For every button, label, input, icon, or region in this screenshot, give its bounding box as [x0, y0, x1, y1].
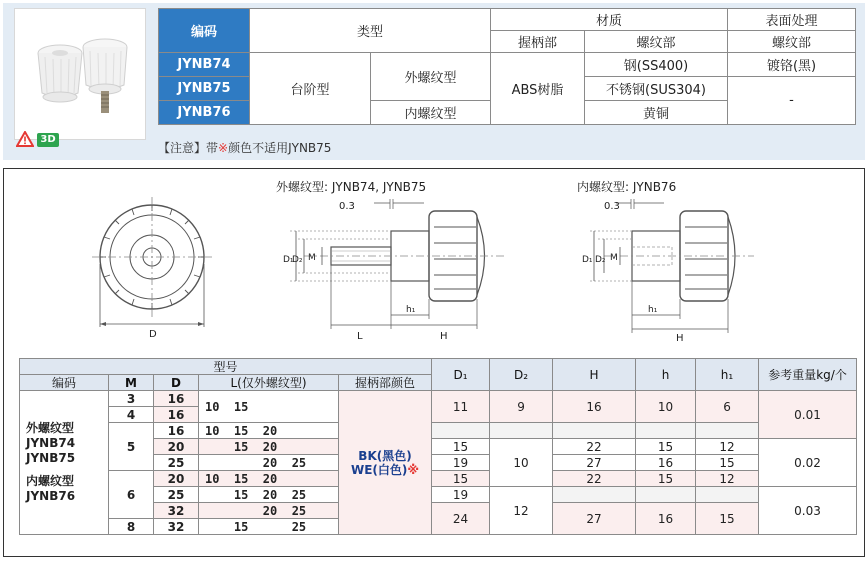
code-group-line: JYNB75 — [26, 451, 76, 465]
size-L: 15 20 — [199, 439, 339, 455]
size-H: 22 — [553, 439, 636, 455]
note-suffix: 颜色不适用JYNB75 — [228, 141, 332, 155]
size-h1: 6 — [696, 391, 759, 423]
code-group-line: JYNB76 — [26, 489, 76, 503]
size-L: 10 15 20 — [199, 423, 339, 439]
size-D: 16 — [154, 407, 199, 423]
female-side-view-drawing — [590, 199, 754, 333]
size-header-model: 型号 — [20, 359, 432, 375]
spec-header-material: 材质 — [491, 9, 728, 31]
spec-surface-value: - — [728, 77, 856, 125]
dim-gap-label: 0.3 — [604, 201, 620, 212]
size-M: 4 — [109, 407, 154, 423]
dim-L-label: L — [357, 331, 363, 342]
code-group-line: 内螺纹型 — [26, 474, 75, 488]
color-mark: ※ — [407, 462, 420, 477]
drawing-canvas — [4, 169, 864, 351]
dim-gap-label: 0.3 — [339, 201, 355, 212]
spec-header-code: 编码 — [159, 9, 250, 53]
code-group-spacer — [26, 466, 108, 474]
size-D1: 19 — [432, 487, 490, 503]
size-h: 15 — [636, 471, 696, 487]
male-side-view-drawing — [290, 199, 504, 329]
size-M: 5 — [109, 423, 154, 471]
size-header-h: h — [636, 359, 696, 391]
size-L: 15 20 25 — [199, 487, 339, 503]
spec-code: JYNB75 — [159, 77, 250, 101]
spec-type-male: 外螺纹型 — [371, 53, 491, 101]
size-D: 32 — [154, 519, 199, 535]
knob-male-image — [83, 39, 127, 113]
size-weight: 0.03 — [759, 487, 857, 535]
size-D: 16 — [154, 423, 199, 439]
size-header-h1: h₁ — [696, 359, 759, 391]
size-H-blank — [553, 423, 636, 439]
size-table — [19, 358, 857, 535]
size-grip-color — [339, 391, 432, 535]
dim-D2-label: D₂ — [292, 255, 303, 265]
female-drawing-title: 内螺纹型: JYNB76 — [577, 180, 677, 194]
dim-H-label: H — [440, 331, 448, 342]
size-L: 10 15 20 — [199, 471, 339, 487]
spec-header-surface-thread: 螺纹部 — [728, 31, 856, 53]
color-bk: BK(黑色) — [358, 448, 412, 463]
size-h: 16 — [636, 455, 696, 471]
size-M: 3 — [109, 391, 154, 407]
spec-grip-material: ABS树脂 — [491, 53, 585, 125]
size-D2: 10 — [490, 439, 553, 487]
dim-H-label: H — [676, 333, 684, 344]
technical-drawings — [4, 169, 864, 351]
spec-type-step: 台阶型 — [250, 53, 371, 125]
spec-header-thread: 螺纹部 — [585, 31, 728, 53]
size-h: 15 — [636, 439, 696, 455]
size-D: 25 — [154, 455, 199, 471]
size-L: 20 25 — [199, 455, 339, 471]
size-D: 16 — [154, 391, 199, 407]
spec-code: JYNB74 — [159, 53, 250, 77]
spec-header-grip: 握柄部 — [491, 31, 585, 53]
note-prefix: 【注意】带 — [158, 141, 219, 155]
spec-code: JYNB76 — [159, 101, 250, 125]
size-h-blank — [636, 423, 696, 439]
dim-h1-label: h₁ — [648, 305, 658, 315]
size-D: 20 — [154, 471, 199, 487]
dim-D-label: D — [149, 329, 157, 340]
size-header-D1: D₁ — [432, 359, 490, 391]
size-D: 20 — [154, 439, 199, 455]
spec-thread-material: 黄铜 — [585, 101, 728, 125]
size-D1: 15 — [432, 439, 490, 455]
spec-note — [158, 140, 331, 156]
knob-female-image — [38, 45, 82, 102]
size-h1: 15 — [696, 503, 759, 535]
size-weight: 0.02 — [759, 439, 857, 487]
spec-thread-material: 不锈钢(SUS304) — [585, 77, 728, 101]
size-D1: 24 — [432, 503, 490, 535]
size-header-L: L(仅外螺纹型) — [199, 375, 339, 391]
size-D2: 12 — [490, 487, 553, 535]
size-H-blank — [553, 487, 636, 503]
size-header-H: H — [553, 359, 636, 391]
size-header-weight: 参考重量kg/个 — [759, 359, 857, 391]
size-header-M: M — [109, 375, 154, 391]
product-thumbnail[interactable] — [14, 8, 146, 140]
dim-D2-label: D₂ — [595, 255, 606, 265]
dim-D1-label: D₁ — [582, 255, 593, 265]
code-group-line: 外螺纹型 — [26, 421, 75, 435]
size-D2: 9 — [490, 391, 553, 423]
size-h-blank — [636, 487, 696, 503]
size-H: 27 — [553, 503, 636, 535]
size-H: 16 — [553, 391, 636, 423]
size-D2-blank — [490, 423, 553, 439]
3d-model-badge[interactable]: 3D — [37, 133, 59, 147]
spec-type-female: 内螺纹型 — [371, 101, 491, 125]
size-h1: 15 — [696, 455, 759, 471]
dim-M-label: M — [610, 253, 618, 263]
size-D1: 11 — [432, 391, 490, 423]
size-h1: 12 — [696, 439, 759, 455]
size-header-code: 编码 — [20, 375, 109, 391]
spec-surface-value: 镀铬(黑) — [728, 53, 856, 77]
size-header-D2: D₂ — [490, 359, 553, 391]
size-D1-blank — [432, 423, 490, 439]
size-D1: 15 — [432, 471, 490, 487]
size-D1: 19 — [432, 455, 490, 471]
size-header-color: 握柄部颜色 — [339, 375, 432, 391]
size-L: 15 25 — [199, 519, 339, 535]
size-h1-blank — [696, 423, 759, 439]
spec-header-surface: 表面处理 — [728, 9, 856, 31]
size-code-group — [20, 391, 109, 535]
size-h: 10 — [636, 391, 696, 423]
size-h1: 12 — [696, 471, 759, 487]
size-H: 27 — [553, 455, 636, 471]
dim-h1-label: h₁ — [406, 305, 416, 315]
male-drawing-title: 外螺纹型: JYNB74, JYNB75 — [276, 180, 427, 194]
code-group-line: JYNB74 — [26, 436, 76, 450]
size-H: 22 — [553, 471, 636, 487]
note-mark: ※ — [218, 141, 229, 155]
warning-icon[interactable] — [16, 131, 34, 147]
size-L: 10 15 — [199, 391, 339, 423]
size-D: 32 — [154, 503, 199, 519]
size-M: 8 — [109, 519, 154, 535]
size-h: 16 — [636, 503, 696, 535]
size-D: 25 — [154, 487, 199, 503]
size-header-D: D — [154, 375, 199, 391]
spec-header-type: 类型 — [250, 9, 491, 53]
spec-table — [158, 8, 856, 125]
size-L: 20 25 — [199, 503, 339, 519]
size-h1-blank — [696, 487, 759, 503]
dim-D1-label: D₁ — [283, 255, 294, 265]
color-we: WE(白色) — [350, 462, 408, 477]
dim-M-label: M — [308, 253, 316, 263]
front-view-drawing — [92, 197, 212, 327]
spec-thread-material: 钢(SS400) — [585, 53, 728, 77]
size-weight: 0.01 — [759, 391, 857, 439]
size-M: 6 — [109, 471, 154, 519]
